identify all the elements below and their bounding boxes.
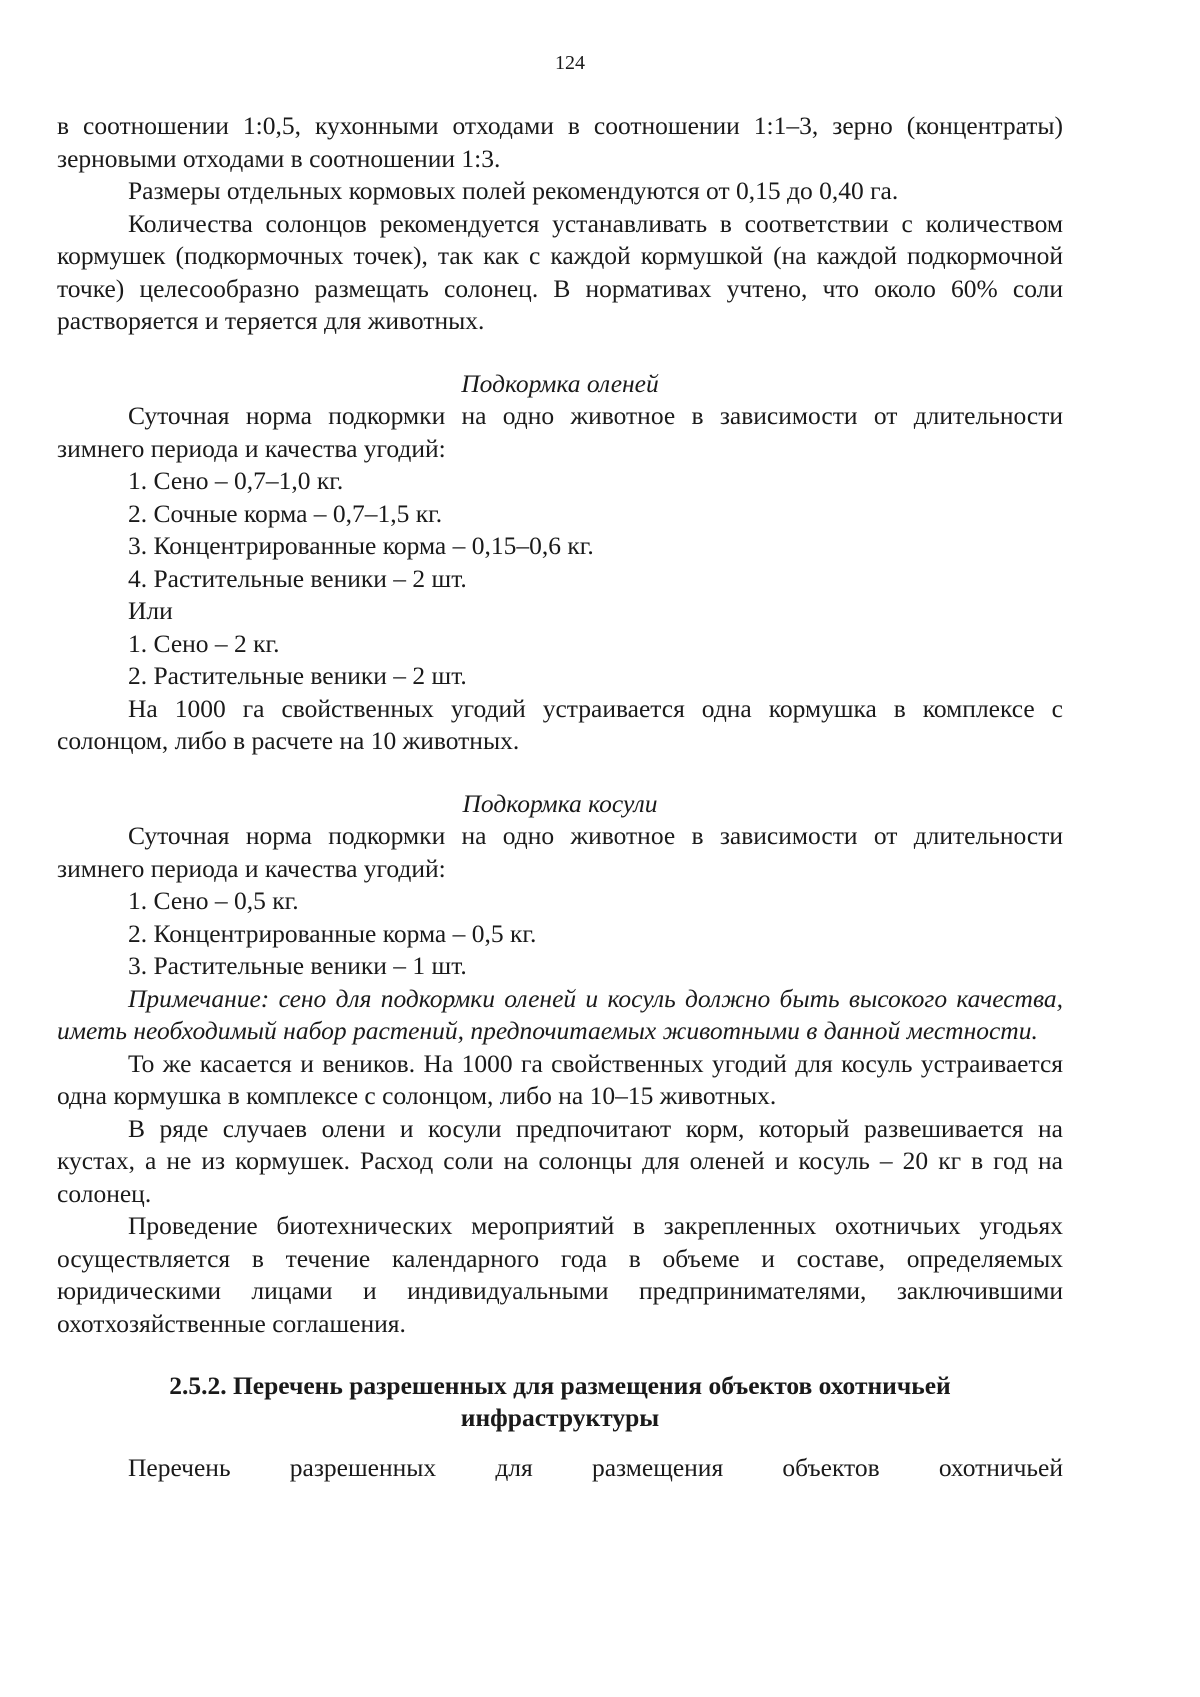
spacer	[57, 758, 1063, 788]
deer-note: На 1000 га свойственных угодий устраивается одна кормушка в комплексе с солонцом, либо в расчете на 10 животных.	[57, 693, 1063, 755]
paragraph-ratios: в соотношении 1:0,5, кухонными отходами в соотношении 1:1–3, зерно (концентраты) зерновыми отходами в соотношении 1:3.	[57, 111, 1063, 173]
spacer	[57, 1434, 1063, 1452]
roe-item: 3. Растительные веники – 1 шт.	[128, 951, 467, 980]
deer-intro: Суточная норма подкормки на одно животное в зависимости от длительности зимнего периода и качества угодий:	[57, 401, 1063, 463]
roe-brooms: То же касается и веников. На 1000 га свойственных угодий для косуль устраивается одна кормушка в комплексе с солонцом, либо на 10–15 животных.	[57, 1048, 1063, 1110]
spacer	[57, 338, 1063, 368]
deer-item: 2. Сочные корма – 0,7–1,5 кг.	[128, 498, 443, 528]
spacer	[57, 1340, 1063, 1370]
roe-item: 2. Концентрированные корма – 0,5 кг.	[128, 918, 537, 948]
deer-item: 3. Концентрированные корма – 0,15–0,6 кг.	[128, 531, 594, 560]
section-last-line: Перечень разрешенных для размещения объектов охотничьей	[128, 1453, 1063, 1482]
deer-alt-item: 1. Сено – 2 кг.	[128, 628, 280, 658]
page-body	[57, 110, 1063, 1485]
roe-remark: Примечание: сено для подкормки оленей и косуль должно быть высокого качества, иметь необходимый набор растений, предпочитаемых животными в данной местности.	[57, 983, 1063, 1045]
roe-bushes: В ряде случаев олени и косули предпочитают корм, который развешивается на кустах, а не из кормушек. Расход соли на солонцы для оленей и косуль – 20 кг в год на солонец.	[57, 1113, 1063, 1208]
paragraph-field-sizes: Размеры отдельных кормовых полей рекомендуются от 0,15 до 0,40 га.	[128, 176, 899, 205]
subheading-deer: Подкормка оленей	[461, 368, 659, 398]
roe-biotech: Проведение биотехнических мероприятий в закрепленных охотничьих угодьях осуществляется в течение календарного года в объеме и составе, определяемых юридическими лицами и индивидуальными предпринимателями, заключившими охотхозяйственные соглашения.	[57, 1211, 1063, 1338]
deer-item: 1. Сено – 0,7–1,0 кг.	[128, 466, 344, 495]
page-number: 124	[555, 52, 585, 74]
deer-or: Или	[128, 596, 173, 625]
deer-alt-item: 2. Растительные веники – 2 шт.	[128, 661, 467, 690]
section-heading: 2.5.2. Перечень разрешенных для размещения объектов охотничьей инфраструктуры	[169, 1371, 951, 1432]
paragraph-salt-licks: Количества солонцов рекомендуется устанавливать в соответствии с количеством кормушек (подкормочных точек), так как с каждой кормушкой (на каждой подкормочной точке) целесообразно размещать солонец. В нормативах учтено, что около 60% соли растворяется и теряется для животных.	[57, 208, 1063, 335]
subheading-roe: Подкормка косули	[462, 788, 658, 818]
deer-item: 4. Растительные веники – 2 шт.	[128, 563, 467, 593]
roe-intro: Суточная норма подкормки на одно животное в зависимости от длительности зимнего периода и качества угодий:	[57, 821, 1063, 883]
roe-item: 1. Сено – 0,5 кг.	[128, 886, 299, 915]
